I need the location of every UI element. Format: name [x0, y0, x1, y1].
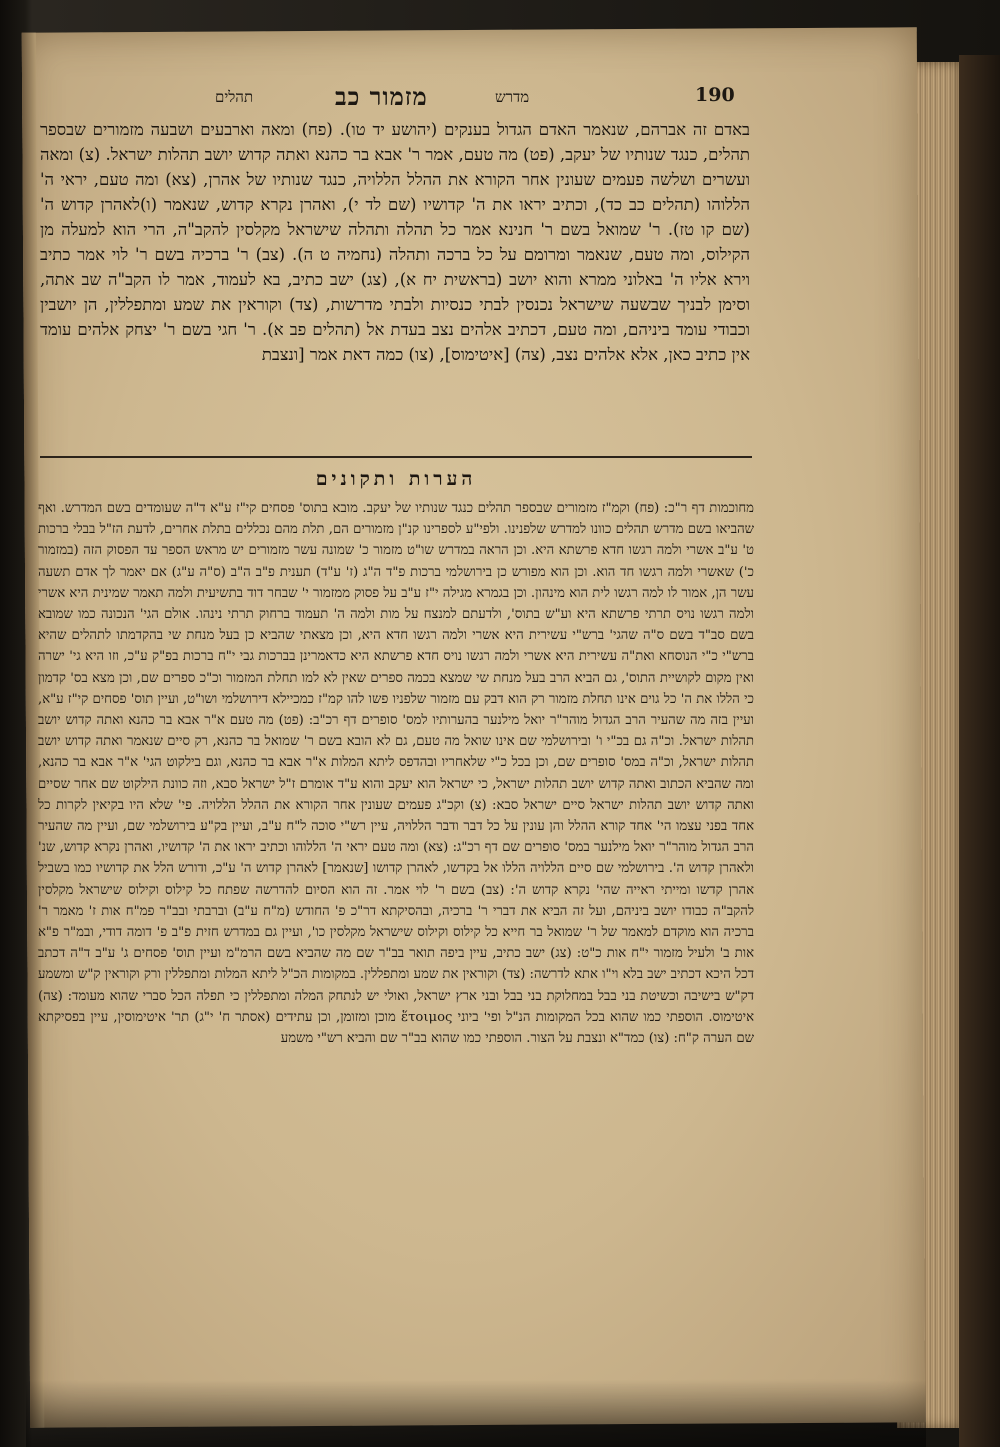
book-cover-edge — [959, 55, 1000, 1447]
bottom-shadow — [26, 1380, 926, 1447]
header-psalm-title: מזמור כב — [335, 82, 428, 111]
separator-rule — [40, 456, 752, 458]
page-number: 190 — [695, 84, 735, 106]
header-book-name: מדרש — [495, 88, 530, 106]
running-header — [120, 82, 740, 122]
midrash-main-text — [40, 117, 750, 457]
notes-heading: הערות ותקונים — [315, 468, 477, 490]
notes-and-corrections — [38, 498, 754, 1388]
header-section-name: תהלים — [215, 88, 254, 106]
main-paragraph: באדם זה אברהם, שנאמר האדם הגדול בענקים (יהושע יד טו). (פח) ומאה וארבעים ושבעה מזמורים שבספר תהלים, כנגד שנותיו של יעקב, (פט) מה טעם, אמר ר' אבא בר כהנא ואתה קדוש יושב תהלות ישראל. (צ) ומאה ועשרים ושלשה פעמים שעונין אחר הקורא את ההלל הללויה, כנגד שנותיו של אהרן, (צא) ומה טעם, יראי ה' הללוהו (תהלים כב כד), וכתיב יראו את ה' קדושיו (שם לד י), ואהרן נקרא קדוש, שנאמר (ו)לאהרן קדוש ה' (שם קו טז). ר' שמואל בשם ר' חנינא אמר כל תהלה ותהלה שישראל מקלסין להקב"ה, הרי הוא למעלה מן הקילוס, ומה טעם, שנאמר ומרומם על כל ברכה ותהלה (נחמיה ט ה). (צב) ר' ברכיה בשם ר' לוי אמר כתיב וירא אליו ה' באלוני ממרא והוא יושב (בראשית יח א), (צג) ישב כתיב, בא לעמוד, אמר לו הקב"ה שב אתה, וסימן לבניך שבשעה שישראל נכנסין לבתי כנסיות ולבתי מדרשות, (צד) וקוראין את שמע ומתפללין, הן יושבין וכבודי עומד ביניהם, ומה טעם, דכתיב אלהים נצב בעדת אל (תהלים פב א). ר' חגי בשם ר' יצחק אלהים עומד אין כתיב כאן, אלא אלהים נצב, (צה) [איטימוס], (צו) כמה דאת אמר [ונצבת — [40, 120, 750, 364]
notes-paragraph: מחוכמות דף ר"כ: (פח) וקמ"ז מזמורים שבספר תהלים כנגד שנותיו של יעקב. מובא בתוס' פסחים קי"ז ע"א ד"ה שעומדים בשם המדרש. ואף שהביאו בשם מדרש תהלים כוונו למדרש שלפנינו. ולפי"ע לספרינו קנ"ן מזמורים הם, תלת מהם נכללים בתלת אחרים, לדעת הז"ל בבלי ברכות ט' ע"ב אשרי ולמה רגשו חדא פרשתא היא. וכן הראה במדרש שו"ט מזמור כ' שמונה עשר מזמורים יש מראש הספר עד הפסוק הזה (במזמור כ') שאשרי ולמה רגשו חד הוא. וכן הוא מפורש כן בירושלמי ברכות פ"ד ה"ג (ז' ע"ד) תענית פ"ב ה"ב (ס"ה ע"ג) אם יאמר לך אדם תשעה עשר הן, אמור לו למה רגשו לית הוא מינהון. וכן בגמרא מגילה י"ז ע"ב על פסוק ממזמור י' שבחר דוד בתשיעית ולמה תאמר שמינית היא אשרי ולמה רגשו נויס תרתי פרשתא היא וע"ש בתוס', ולדעתם למנצח על מות ולמה ה' תעמוד ברחוק תרתי נינהו. אולם הגי' הנכונה כמו שמובא בשם סב"ד בשם ס"ה שהגי' ברש"י עשירית היא אשרי ולמה רגשו חדא היא, וכן מצאתי שהביא כן בעל מנחת שי בהקדמתו לתהלים שהיא ברש"י כ"י הנוסחא ואת"ה עשירית היא אשרי ולמה רגשו נויס חדא פרשתא היא כדאמרינן בברכות גבי י"ח ברכות בפ"ק ע"כ, וזו היא גי' ישרה ואין מקום לקושיית התוס', גם הביא הרב בעל מנחת שי שמצא בכמה ספרים שאין לא למו תחלת המזמור וכ"כ ספרים שם, וכן מצא בס' קדמון כי הללו את ה' כל גוים אינו תחלת מזמור רק הוא דבק עם מזמור שלפניו פשו להו קמ"ז כמכיילא דירושלמי ושו"ט, ועיין תוס' פסחים קי"ז ע"א, ועיין בזה מה שהעיר הרב הגדול מוהר"ר יואל מילנער בהערותיו למס' סופרים דף רכ"ב: (פט) מה טעם א"ר אבא בר כהנא ואתה קדוש יושב תהלות ישראל. וכ"ה גם בכ"י ו' ובירושלמי שם אינו שואל מה טעם, גם לא הובא בשם ר' שמואל בר כהנא, רק סיים שנאמר ואתה קדוש יושב תהלות ישראל, וכ"ה במס' סופרים שם, וכן בכל כ"י שלאחריו ובהדפס ליתא המלות א"ר אבא בר כהנא, וגם בילקוט הגי' א"ר אבא בר כהנא, ומה שהביא הכתוב ואתה קדוש יושב תהלות ישראל, כי ישראל הוא יעקב והוא ע"ד אומרם ז"ל ישראל סבא, וזה כוונת הילקוט שם אחר שסיים ואתה קדוש יושב תהלות ישראל סיים ישראל סבא: (צ) וקכ"ג פעמים שעונין אחר הקורא את ההלל הללויה. פי' שלא היו בקיאין לקרות כל אחד בפני עצמו הי' אחד קורא ההלל והן עונין על כל דבר ודבר הללויה, עיין רש"י סוכה ל"ח ע"ב, ועיין בק"ע בירושלמי שם, ועיין מה שהעיר הרב הגדול מוהר"ר יואל מילנער במס' סופרים שם דף רכ"ג: (צא) ומה טעם יראי ה' הללוהו וכתיב יראו את ה' קדושיו, ואהרן נקרא קדוש, שנ' ולאהרן קדוש ה'. בירושלמי שם סיים הללויה הללו אל בקדשו, לאהרן קדושו [שנאמר] לאהרן קדוש ה' ע"כ, ודורש הלל את קדושיו כמו בשביל אהרן קדשו ומייתי ראייה שהי' נקרא קדוש ה': (צב) בשם ר' לוי אמר. זה הוא הסיום להדרשה שפתח כל קילוס וקילוס שישראל מקלסין להקב"ה כבודו יושב ביניהם, ועל זה הביא את דברי ר' ברכיה, ובהסיקתא דר"כ פ' החודש (מ"ח ע"ב) וברבתי ובב"ר פמ"ח אות ז' מאמר ר' ברכיה הוא מוקדם למאמר של ר' שמואל בר חייא כל קילוס וקילוס שישראל מקלסין כו', ועיין גם במדרש חזית פ"ב פ' דומה דודי, ובמ"ר פ"א אות ב' ולעיל מזמור י"ח אות כ"ט: (צג) ישב כתיב, עיין ביפה תואר בב"ר שם מה שהביא בשם הרמ"מ ועיין תוס' פסחים ג' ע"ב ד"ה דכתב דכל היכא דכתיב ישב בלא וי"ו אתא לדרשה: (צד) וקוראין את שמע ומתפללין. במקומות הכ"ל ליתא המלות ומתפללין ורק וקוראין ק"ש ומשמע דק"ש בישיבה וכשיטת בני בבל במחלוקת בני בבל ובני ארץ ישראל, ואולי יש לנתחק המלה ומתפללין כי תפלה הכל סברי שהוא מעומד: (צה) איטימוס. הוספתי כמו שהוא בכל המקומות הנ"ל ופי' ביוני ἕτοιμος מוכן ומזומן, וכן עתידים (אסתר ח' י"ג) תר' איטימוסין, עיין בפסיקתא שם הערה ק"ח: (צו) כמד"א ונצבת על הצור. הוספתי כמו שהוא בב"ר שם והביא רש"י משמע — [38, 501, 754, 1047]
